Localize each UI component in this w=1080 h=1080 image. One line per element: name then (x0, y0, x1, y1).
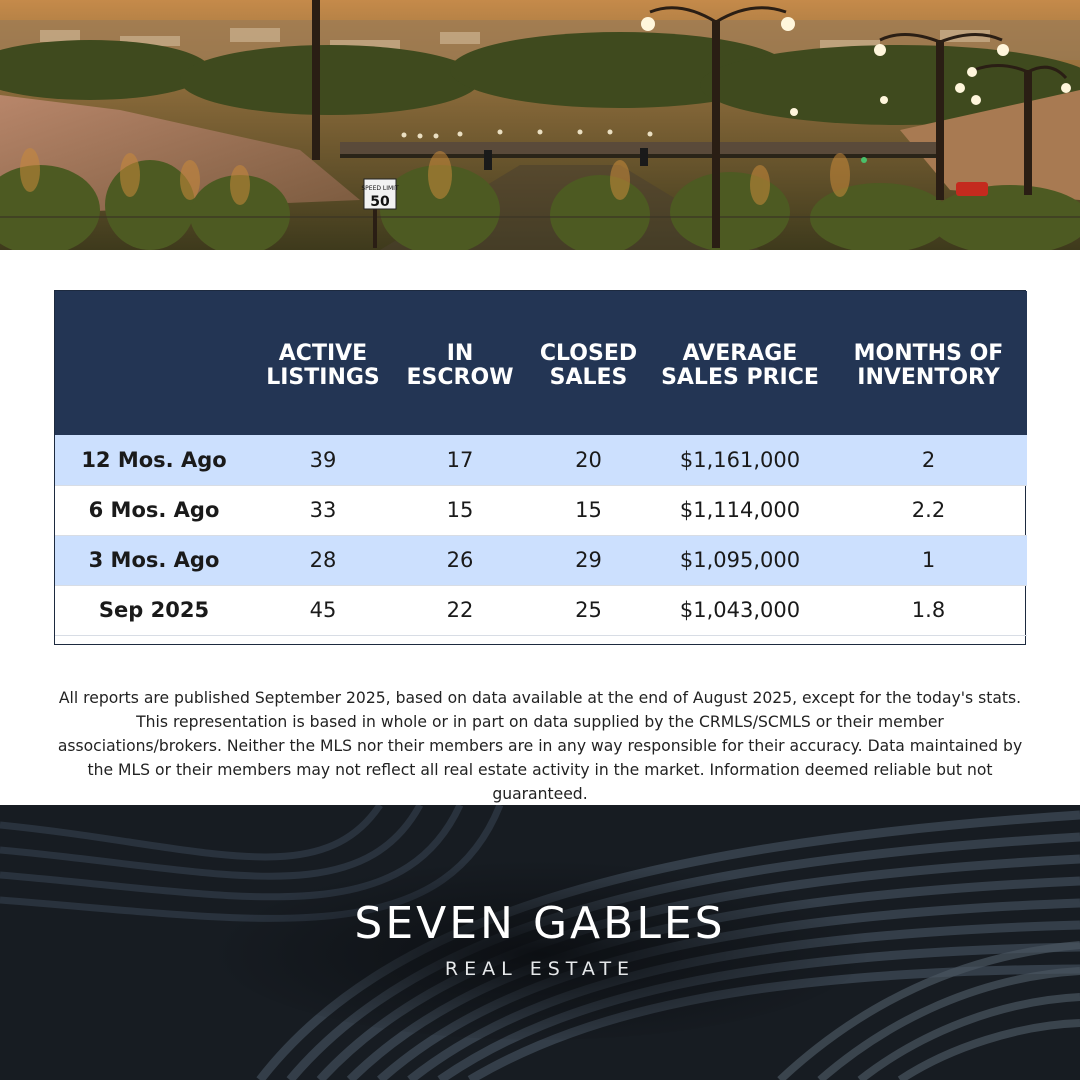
header-closed-sales: CLOSED SALES (539, 341, 638, 390)
in-escrow-cell: 22 (446, 598, 474, 622)
average-price-cell: $1,114,000 (679, 498, 801, 522)
months-inventory-cell: 2.2 (911, 498, 946, 522)
header-empty (55, 291, 253, 435)
active-listings-cell: 33 (309, 498, 337, 522)
months-inventory-cell: 1.8 (911, 598, 946, 622)
market-stats-table (54, 290, 1026, 645)
row-label: 3 Mos. Ago (88, 548, 220, 572)
row-label: Sep 2025 (98, 598, 210, 622)
table-header-row (55, 291, 1027, 435)
header-months-of-inventory: MONTHS OF INVENTORY (853, 341, 1004, 390)
table-row (55, 435, 1027, 485)
active-listings-cell: 45 (309, 598, 337, 622)
closed-sales-cell: 29 (575, 548, 602, 572)
speed-limit-sign (361, 179, 399, 210)
row-label: 12 Mos. Ago (81, 447, 227, 472)
hero-photo (0, 0, 1080, 250)
table-row (55, 485, 1027, 535)
months-inventory-cell: 2 (921, 447, 936, 472)
in-escrow-cell: 26 (446, 548, 474, 572)
active-listings-cell: 39 (309, 447, 337, 472)
header-active-listings: ACTIVE LISTINGS (266, 341, 380, 390)
hero-landscape-image (0, 0, 1080, 250)
header-average-sales-price: AVERAGE SALES PRICE (661, 341, 819, 390)
average-price-cell: $1,043,000 (679, 598, 801, 622)
average-price-cell: $1,095,000 (679, 548, 801, 572)
table-row (55, 535, 1027, 585)
brand-logo-subtitle: REAL ESTATE (444, 958, 636, 980)
svg-text:50: 50 (370, 194, 390, 210)
header-in-escrow: IN ESCROW (406, 341, 514, 390)
in-escrow-cell: 17 (446, 447, 474, 472)
closed-sales-cell: 20 (575, 447, 602, 472)
row-label: 6 Mos. Ago (88, 498, 220, 522)
average-price-cell: $1,161,000 (679, 447, 801, 472)
brand-logo-wordmark: SEVEN GABLES (354, 898, 726, 949)
svg-text:SPEED LIMIT: SPEED LIMIT (361, 185, 399, 192)
closed-sales-cell: 15 (575, 498, 602, 522)
disclaimer-text: All reports are published September 2025, based on data available at the end of August 2025, except for the today's stats. This representation is based in whole or in part on data supplied by the CRMLS/SCMLS or their member associations/brokers. Neither the MLS nor their members are in any way responsible for their accuracy. Data maintained by the MLS or their members may not reflect all real estate activity in the market. Information deemed reliable but not guaranteed. (57, 689, 1023, 803)
in-escrow-cell: 15 (446, 498, 474, 522)
table-row (55, 585, 1027, 635)
active-listings-cell: 28 (309, 548, 337, 572)
closed-sales-cell: 25 (575, 598, 602, 622)
months-inventory-cell: 1 (921, 548, 936, 572)
